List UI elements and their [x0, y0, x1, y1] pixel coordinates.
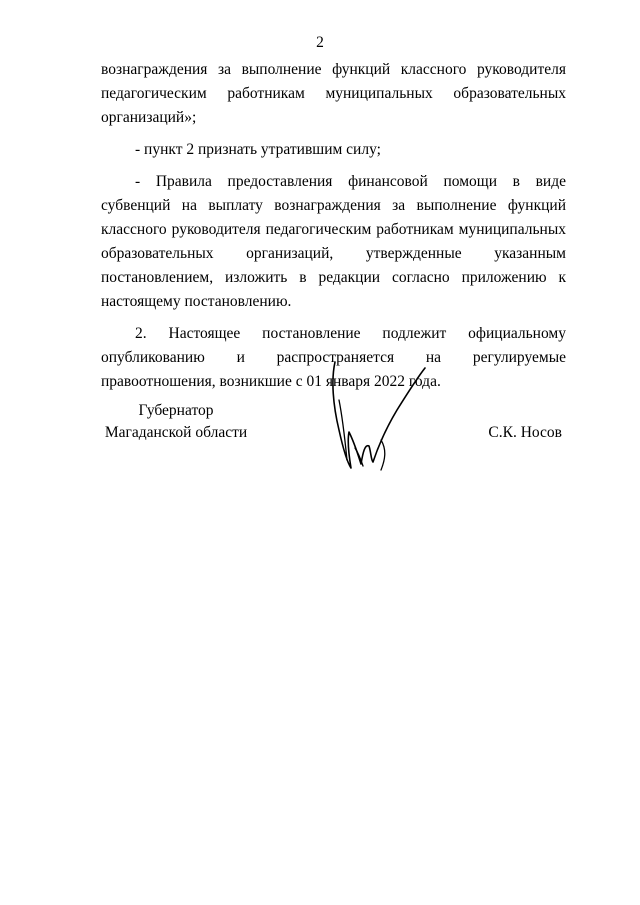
handwritten-signature	[325, 360, 435, 480]
paragraph-publication: 2. Настоящее постановление подлежит официальному опубликованию и распространяется на регулируемые правоотношения, возникшие с 01 января 2022 года.	[101, 325, 566, 390]
signature-block	[0, 398, 640, 488]
paragraph-rules: - Правила предоставления финансовой помощи в виде субвенций на выплату вознаграждения за выполнение функций классного руководителя педагогическим работникам муниципальных образовательных организаций, утвержденные указанным постановлением, изложить в редакции согласно приложению к настоящему постановлению.	[101, 173, 566, 310]
paragraph-continuation: вознаграждения за выполнение функций классного руководителя педагогическим работникам муниципальных образовательных организаций»;	[101, 61, 566, 126]
signatory-title-line2: Магаданской области	[104, 424, 248, 441]
page-number: 2	[316, 34, 324, 51]
signatory-title-line1: Губернатор	[138, 402, 214, 419]
signatory-name: С.К. Носов	[488, 424, 562, 441]
paragraph-point-2: - пункт 2 признать утратившим силу;	[135, 141, 381, 158]
signatory-title	[101, 400, 251, 444]
document-body	[101, 58, 566, 394]
